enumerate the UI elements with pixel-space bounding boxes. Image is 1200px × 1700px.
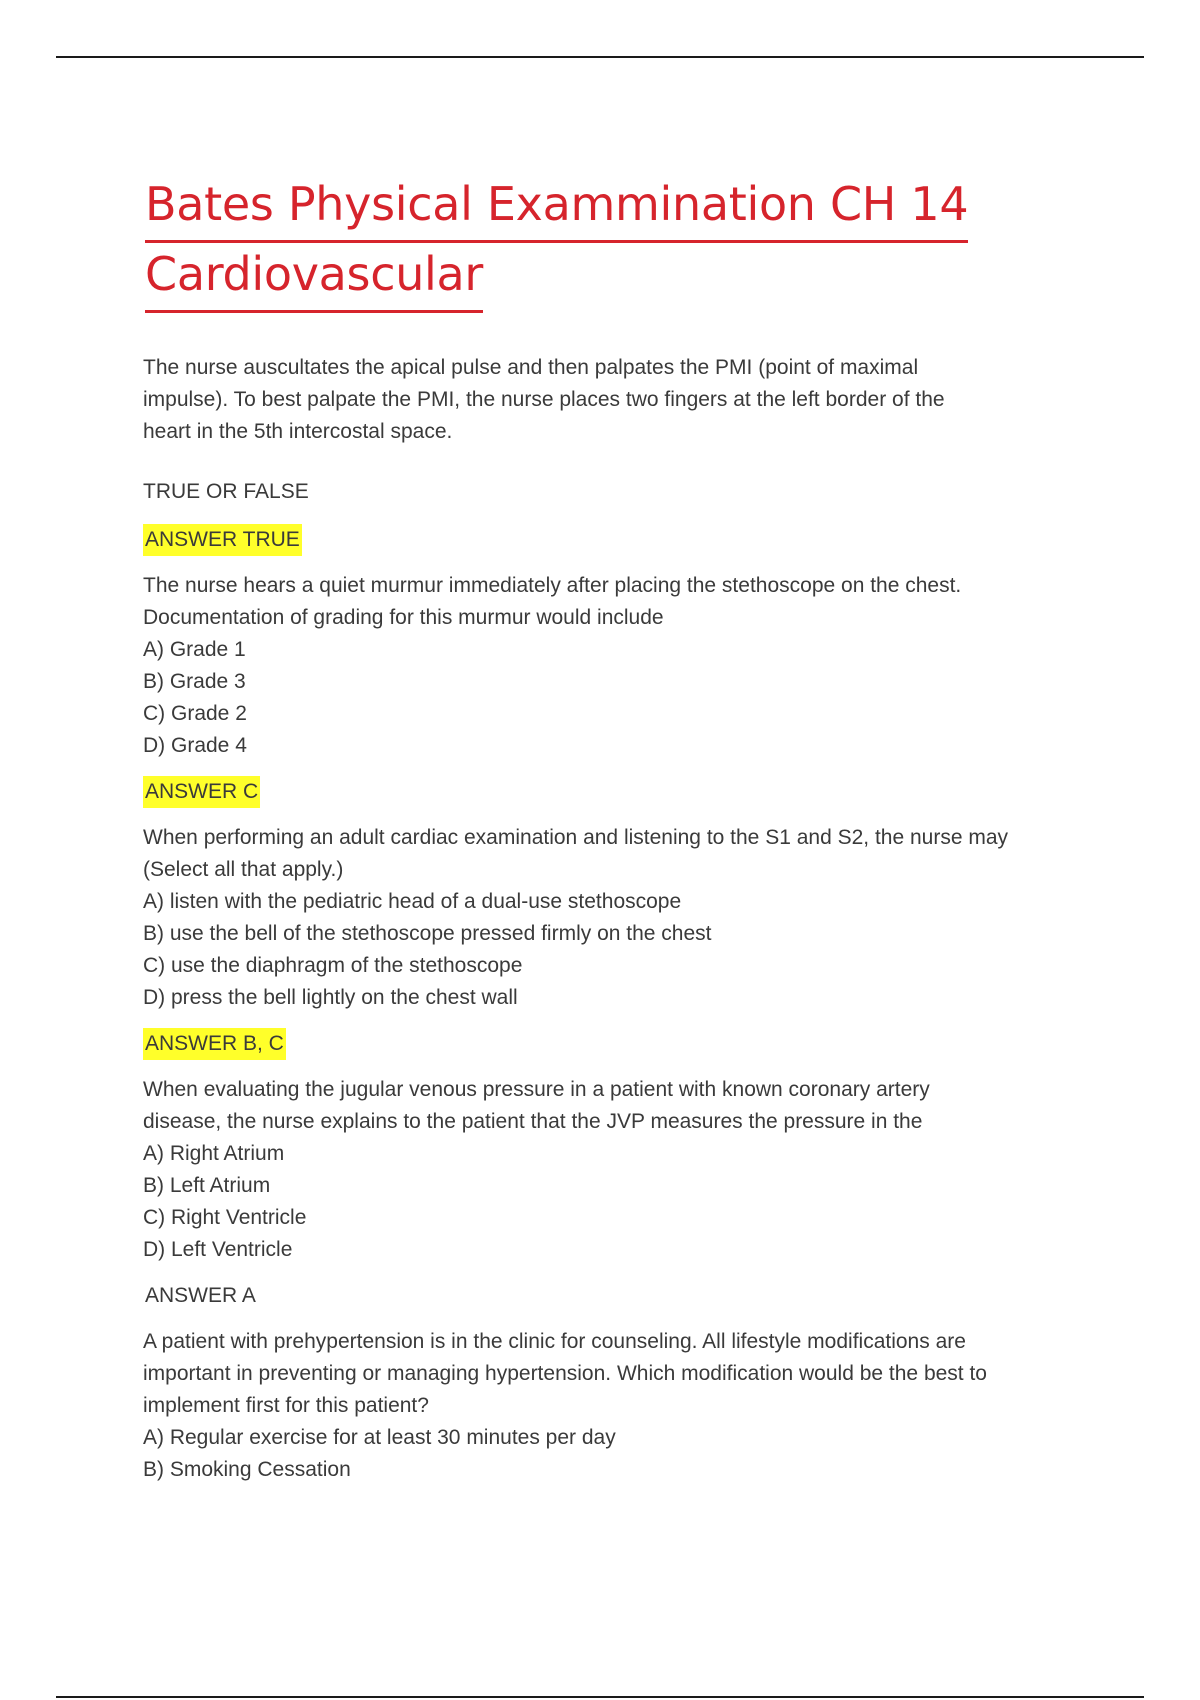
question-2 <box>143 570 1103 808</box>
question-4-answer: ANSWER A <box>145 1284 256 1307</box>
document-body <box>143 352 1103 1486</box>
question-4-option-a: A) Right Atrium <box>143 1142 285 1165</box>
question-1-answer: ANSWER TRUE <box>143 524 302 556</box>
question-2-answer: ANSWER C <box>143 776 260 808</box>
question-1-format-label: TRUE OR FALSE <box>143 480 309 503</box>
title-line-1: Bates Physical Exammination CH 14 <box>145 168 968 243</box>
top-rule <box>56 56 1144 58</box>
question-4-prompt-line: When evaluating the jugular venous pressure in a patient with known coronary artery <box>143 1078 930 1101</box>
question-4-option-b: B) Left Atrium <box>143 1174 271 1197</box>
question-3-option-a: A) listen with the pediatric head of a dual-use stethoscope <box>143 890 682 913</box>
question-2-prompt-line: Documentation of grading for this murmur would include <box>143 606 664 629</box>
question-4 <box>143 1074 1103 1312</box>
question-4-option-c: C) Right Ventricle <box>143 1206 307 1229</box>
question-3-option-b: B) use the bell of the stethoscope pressed firmly on the chest <box>143 922 712 945</box>
question-2-option-c: C) Grade 2 <box>143 702 247 725</box>
question-5-option-a: A) Regular exercise for at least 30 minutes per day <box>143 1426 616 1449</box>
bottom-rule <box>56 1696 1144 1698</box>
question-3-prompt-line: When performing an adult cardiac examination and listening to the S1 and S2, the nurse may <box>143 826 1009 849</box>
question-3-option-d: D) press the bell lightly on the chest wall <box>143 986 518 1009</box>
question-3-option-c: C) use the diaphragm of the stethoscope <box>143 954 523 977</box>
question-5-prompt-line: important in preventing or managing hypertension. Which modification would be the best to <box>143 1362 987 1385</box>
question-5-option-b: B) Smoking Cessation <box>143 1458 351 1481</box>
question-2-option-a: A) Grade 1 <box>143 638 246 661</box>
question-2-option-b: B) Grade 3 <box>143 670 246 693</box>
question-1-prompt-line: impulse). To best palpate the PMI, the nurse places two fingers at the left border of the <box>143 388 945 411</box>
question-3 <box>143 822 1103 1060</box>
question-4-prompt-line: disease, the nurse explains to the patient that the JVP measures the pressure in the <box>143 1110 923 1133</box>
question-3-prompt-line: (Select all that apply.) <box>143 858 344 881</box>
question-5-prompt-line: implement first for this patient? <box>143 1394 429 1417</box>
question-2-option-d: D) Grade 4 <box>143 734 247 757</box>
question-3-answer: ANSWER B, C <box>143 1028 286 1060</box>
question-1-prompt-line: heart in the 5th intercostal space. <box>143 420 453 443</box>
question-4-option-d: D) Left Ventricle <box>143 1238 293 1261</box>
question-1-prompt-line: The nurse auscultates the apical pulse and then palpates the PMI (point of maximal <box>143 356 919 379</box>
question-5-prompt-line: A patient with prehypertension is in the clinic for counseling. All lifestyle modifications are <box>143 1330 966 1353</box>
question-2-prompt-line: The nurse hears a quiet murmur immediately after placing the stethoscope on the chest. <box>143 574 962 597</box>
title-line-2: Cardiovascular <box>145 238 483 313</box>
question-1 <box>143 352 1103 556</box>
document-title <box>145 168 1105 308</box>
question-5 <box>143 1326 1103 1486</box>
